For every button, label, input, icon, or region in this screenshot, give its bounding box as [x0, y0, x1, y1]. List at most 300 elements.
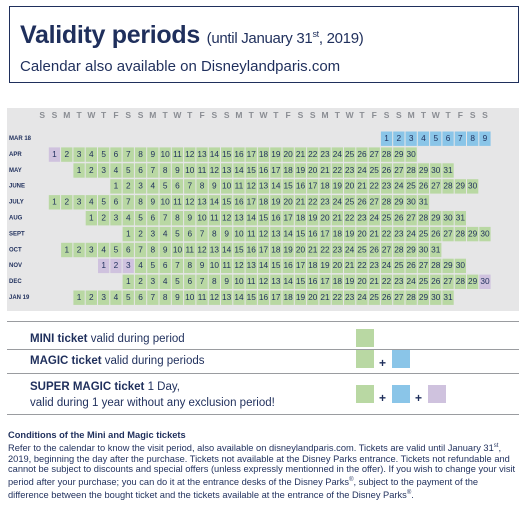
- day-number: 4: [138, 260, 143, 271]
- day-number: 28: [431, 260, 441, 271]
- day-number: 6: [138, 164, 143, 175]
- day-header: W: [259, 110, 268, 120]
- day-number: 29: [468, 228, 478, 239]
- day-header: T: [187, 110, 193, 120]
- day-number: 16: [234, 148, 244, 159]
- day-number: 26: [431, 276, 441, 287]
- calendar-grid: [7, 108, 519, 311]
- day-header: T: [334, 110, 340, 120]
- day-number: 16: [271, 212, 281, 223]
- day-number: 3: [408, 133, 414, 143]
- day-header: S: [137, 110, 144, 120]
- day-header: S: [39, 110, 45, 120]
- day-number: 10: [234, 276, 244, 287]
- validity-until: [207, 30, 364, 47]
- day-number: 19: [332, 180, 342, 191]
- day-number: 12: [234, 260, 244, 271]
- day-number: 5: [175, 276, 180, 287]
- day-number: 1: [125, 276, 131, 287]
- day-number: 29: [431, 212, 441, 223]
- day-number: 9: [187, 212, 193, 223]
- day-number: 14: [234, 164, 244, 175]
- day-number: 6: [175, 180, 180, 191]
- page-title: [20, 21, 363, 50]
- day-number: 23: [357, 212, 367, 223]
- day-number: 1: [113, 180, 119, 191]
- day-number: 24: [406, 228, 416, 239]
- day-number: 24: [332, 196, 342, 207]
- day-number: 17: [246, 148, 256, 159]
- day-number: 22: [332, 292, 342, 302]
- day-number: 24: [406, 276, 416, 287]
- day-number: 13: [222, 292, 232, 302]
- day-number: 31: [431, 244, 441, 255]
- day-number: 15: [222, 148, 232, 159]
- day-number: 20: [308, 292, 318, 302]
- until-pre: (until January 31: [206, 30, 313, 47]
- day-number: 2: [89, 292, 94, 302]
- day-number: 1: [76, 292, 82, 302]
- month-label: JUNE: [9, 183, 26, 190]
- day-number: 5: [125, 292, 131, 302]
- day-number: 26: [357, 196, 367, 207]
- day-number: 29: [406, 244, 416, 255]
- day-header: F: [285, 110, 291, 120]
- day-number: 7: [458, 133, 463, 143]
- day-header: S: [51, 110, 58, 120]
- day-number: 27: [369, 196, 379, 207]
- month-label: AUG: [9, 215, 23, 222]
- day-number: 29: [468, 276, 478, 287]
- day-number: 7: [199, 228, 205, 239]
- day-number: 18: [332, 276, 342, 287]
- day-number: 24: [381, 260, 392, 271]
- day-header: T: [420, 110, 427, 120]
- day-number: 2: [76, 244, 82, 255]
- day-header: S: [297, 110, 304, 120]
- day-number: 22: [357, 260, 367, 271]
- day-header: S: [211, 110, 218, 120]
- day-number: 1: [384, 133, 389, 143]
- day-number: 2: [64, 148, 70, 159]
- day-number: 20: [320, 212, 330, 223]
- day-number: 29: [418, 292, 429, 302]
- day-number: 5: [138, 212, 143, 223]
- day-number: 6: [125, 244, 131, 255]
- day-number: 21: [295, 148, 306, 159]
- day-number: 12: [258, 228, 269, 239]
- day-number: 22: [308, 196, 318, 207]
- day-number: 14: [271, 180, 281, 191]
- day-number: 31: [455, 212, 465, 223]
- day-number: 26: [381, 292, 392, 302]
- day-number: 27: [394, 164, 404, 175]
- day-number: 19: [271, 148, 281, 159]
- day-number: 2: [89, 164, 94, 175]
- day-number: 22: [320, 244, 330, 255]
- day-number: 31: [418, 196, 429, 207]
- calendar-svg: [7, 108, 519, 311]
- day-number: 1: [52, 196, 57, 207]
- day-number: 19: [345, 276, 355, 287]
- conditions: [8, 430, 520, 501]
- day-number: 21: [320, 292, 330, 302]
- day-number: 13: [258, 180, 269, 191]
- day-header: M: [407, 110, 415, 120]
- month-label: OCT: [9, 247, 22, 254]
- day-header: S: [309, 110, 316, 120]
- day-number: 10: [234, 228, 244, 239]
- day-number: 3: [138, 180, 143, 191]
- day-number: 6: [187, 228, 193, 239]
- day-number: 3: [150, 228, 156, 239]
- day-number: 15: [246, 292, 256, 302]
- day-number: 18: [308, 260, 318, 271]
- day-number: 4: [89, 196, 94, 207]
- day-number: 24: [357, 292, 367, 302]
- day-header: T: [162, 110, 168, 120]
- super-swatch-mini: [356, 385, 374, 403]
- day-number: 21: [369, 228, 379, 239]
- day-number: 13: [209, 244, 219, 255]
- day-number: 27: [431, 180, 441, 191]
- day-number: 1: [125, 228, 131, 239]
- day-number: 30: [455, 260, 465, 271]
- day-header: M: [321, 110, 329, 120]
- day-number: 8: [187, 260, 193, 271]
- day-number: 4: [113, 292, 119, 302]
- day-number: 5: [113, 244, 119, 255]
- month-label: SEPT: [9, 231, 25, 238]
- day-number: 27: [443, 276, 453, 287]
- day-number: 30: [431, 164, 441, 175]
- day-number: 4: [125, 212, 131, 223]
- conditions-title: Conditions of the Mini and Magic tickets: [8, 430, 186, 440]
- legend: [7, 321, 519, 431]
- day-number: 21: [308, 244, 318, 255]
- day-number: 27: [418, 260, 429, 271]
- day-number: 21: [345, 260, 355, 271]
- title-text: Validity periods: [20, 21, 200, 49]
- day-number: 22: [381, 228, 392, 239]
- day-number: 22: [332, 164, 342, 175]
- day-number: 25: [369, 164, 379, 175]
- day-number: 18: [258, 196, 269, 207]
- day-number: 26: [357, 148, 367, 159]
- day-number: 9: [150, 148, 156, 159]
- day-number: 30: [480, 228, 490, 239]
- day-number: 13: [271, 228, 281, 239]
- month-label: JAN 19: [9, 295, 30, 301]
- day-number: 18: [258, 148, 269, 159]
- day-number: 30: [406, 148, 416, 159]
- day-number: 8: [175, 212, 180, 223]
- day-header: F: [113, 110, 119, 120]
- day-number: 16: [283, 260, 293, 271]
- day-number: 3: [113, 212, 119, 223]
- day-number: 3: [76, 196, 82, 207]
- legend-divider: [7, 414, 519, 415]
- day-number: 6: [113, 148, 119, 159]
- day-number: 20: [332, 260, 342, 271]
- day-number: 18: [320, 180, 330, 191]
- day-number: 25: [345, 196, 355, 207]
- day-header: T: [359, 110, 365, 120]
- day-header: F: [457, 110, 463, 120]
- day-number: 23: [345, 164, 355, 175]
- plus-sign: +: [415, 391, 423, 405]
- day-header: W: [173, 110, 182, 120]
- day-header: F: [199, 110, 205, 120]
- day-number: 15: [246, 164, 256, 175]
- day-number: 27: [394, 292, 404, 302]
- day-number: 11: [246, 228, 256, 239]
- day-number: 10: [185, 164, 195, 175]
- mini-ticket-desc: valid during period: [87, 333, 185, 345]
- day-number: 1: [76, 164, 82, 175]
- day-number: 9: [175, 164, 180, 175]
- day-number: 7: [125, 148, 131, 159]
- day-number: 9: [212, 180, 217, 191]
- day-header: W: [345, 110, 354, 120]
- day-number: 4: [113, 164, 119, 175]
- day-number: 3: [101, 292, 106, 302]
- month-label: MAY: [9, 167, 22, 174]
- day-number: 15: [295, 228, 306, 239]
- day-number: 9: [482, 133, 488, 143]
- day-number: 3: [101, 164, 106, 175]
- legend-divider: [7, 373, 519, 374]
- day-number: 13: [222, 164, 232, 175]
- day-number: 12: [246, 180, 256, 191]
- day-number: 24: [357, 164, 367, 175]
- day-number: 8: [162, 292, 168, 302]
- day-number: 20: [295, 244, 306, 255]
- day-number: 5: [150, 260, 156, 271]
- day-number: 30: [480, 276, 490, 287]
- magic-ticket-name: MAGIC ticket: [30, 355, 102, 367]
- day-number: 20: [345, 180, 355, 191]
- day-header: S: [469, 110, 476, 120]
- day-number: 26: [418, 180, 429, 191]
- day-number: 18: [271, 244, 281, 255]
- day-number: 10: [160, 148, 170, 159]
- day-number: 11: [173, 196, 182, 207]
- day-number: 15: [295, 276, 306, 287]
- day-number: 23: [332, 244, 342, 255]
- conditions-part: Refer to the calendar to know the visit period, also available on disneylandparis.com. Tickets are valid until January 31: [8, 442, 494, 453]
- day-header: M: [149, 110, 157, 120]
- day-number: 29: [418, 164, 429, 175]
- day-number: 21: [332, 212, 342, 223]
- day-number: 12: [222, 212, 232, 223]
- day-number: 14: [234, 292, 244, 302]
- day-number: 20: [308, 164, 318, 175]
- day-number: 10: [222, 180, 232, 191]
- day-number: 2: [101, 212, 106, 223]
- day-number: 7: [150, 292, 156, 302]
- magic-ticket-label: [30, 355, 205, 367]
- day-number: 28: [418, 212, 429, 223]
- day-number: 31: [443, 292, 453, 302]
- day-number: 11: [173, 148, 182, 159]
- day-number: 26: [431, 228, 441, 239]
- super-magic-ticket-desc: 1 Day,: [144, 381, 180, 393]
- day-number: 3: [150, 276, 156, 287]
- day-number: 15: [283, 180, 293, 191]
- day-number: 29: [455, 180, 465, 191]
- day-header: T: [445, 110, 451, 120]
- day-number: 20: [357, 276, 367, 287]
- day-number: 12: [209, 292, 219, 302]
- day-number: 18: [283, 292, 293, 302]
- day-number: 30: [443, 212, 453, 223]
- day-number: 3: [89, 244, 94, 255]
- day-number: 5: [162, 180, 168, 191]
- day-number: 8: [150, 244, 156, 255]
- day-number: 17: [308, 180, 318, 191]
- conditions-sup: ®: [349, 477, 354, 484]
- subtitle: Calendar also available on Disneylandparis.com: [20, 58, 341, 75]
- day-number: 8: [138, 196, 143, 207]
- day-number: 6: [150, 212, 156, 223]
- conditions-part: , subject to the payment of the difference between the bought ticket and the tickets available at the entrance of the Disney Parks: [8, 477, 479, 501]
- day-number: 25: [357, 244, 367, 255]
- day-number: 4: [101, 244, 106, 255]
- day-number: 5: [175, 228, 180, 239]
- day-number: 28: [443, 180, 453, 191]
- day-number: 5: [101, 196, 106, 207]
- day-number: 1: [52, 148, 57, 159]
- day-number: 5: [101, 148, 106, 159]
- day-number: 2: [396, 133, 402, 143]
- day-number: 29: [394, 196, 404, 207]
- mini-swatch: [356, 329, 374, 347]
- month-label: NOV: [9, 263, 23, 270]
- day-header: T: [248, 110, 254, 120]
- day-number: 23: [345, 292, 355, 302]
- day-number: 22: [381, 276, 392, 287]
- day-number: 6: [138, 292, 143, 302]
- day-number: 24: [345, 244, 355, 255]
- day-header: M: [63, 110, 71, 120]
- day-number: 20: [283, 196, 293, 207]
- day-number: 21: [320, 164, 330, 175]
- day-number: 12: [185, 148, 195, 159]
- day-number: 23: [394, 228, 404, 239]
- conditions-text: [8, 441, 520, 501]
- day-number: 20: [283, 148, 293, 159]
- day-number: 7: [162, 212, 168, 223]
- day-number: 31: [443, 164, 453, 175]
- day-number: 20: [357, 228, 367, 239]
- day-number: 17: [271, 292, 281, 302]
- day-number: 24: [332, 148, 342, 159]
- conditions-sup: st: [493, 442, 499, 449]
- day-number: 16: [246, 244, 256, 255]
- day-number: 2: [64, 196, 70, 207]
- day-number: 26: [369, 244, 379, 255]
- day-number: 6: [187, 276, 193, 287]
- day-number: 11: [234, 180, 244, 191]
- day-number: 8: [138, 148, 143, 159]
- day-number: 15: [234, 244, 244, 255]
- day-header: T: [273, 110, 279, 120]
- day-number: 28: [394, 244, 404, 255]
- legend-divider: [7, 321, 519, 322]
- day-number: 16: [234, 196, 244, 207]
- day-number: 2: [138, 276, 143, 287]
- day-number: 14: [222, 244, 232, 255]
- day-number: 10: [185, 292, 195, 302]
- day-number: 1: [89, 212, 94, 223]
- day-number: 2: [138, 228, 143, 239]
- day-number: 25: [369, 292, 379, 302]
- day-number: 11: [197, 292, 207, 302]
- day-number: 4: [89, 148, 94, 159]
- day-number: 7: [175, 260, 180, 271]
- day-number: 12: [258, 276, 269, 287]
- day-number: 19: [271, 196, 281, 207]
- mini-ticket-name: MINI ticket: [30, 333, 88, 345]
- day-header: T: [101, 110, 107, 120]
- month-label: MAR 18: [9, 136, 32, 142]
- day-number: 5: [125, 164, 131, 175]
- day-number: 23: [394, 276, 404, 287]
- day-number: 21: [369, 276, 379, 287]
- day-number: 16: [308, 276, 318, 287]
- day-number: 11: [185, 244, 195, 255]
- day-number: 23: [320, 148, 330, 159]
- day-number: 30: [418, 244, 429, 255]
- day-number: 17: [320, 228, 330, 239]
- day-number: 3: [125, 260, 131, 271]
- month-label: APR: [9, 151, 22, 158]
- day-number: 19: [295, 164, 306, 175]
- day-number: 24: [394, 180, 404, 191]
- day-number: 1: [101, 260, 106, 271]
- day-number: 7: [150, 164, 156, 175]
- day-number: 19: [283, 244, 293, 255]
- day-number: 28: [381, 148, 392, 159]
- day-number: 17: [246, 196, 256, 207]
- day-number: 4: [162, 276, 168, 287]
- day-number: 16: [308, 228, 318, 239]
- day-number: 28: [406, 164, 416, 175]
- day-number: 11: [246, 276, 256, 287]
- day-number: 18: [283, 164, 293, 175]
- day-number: 8: [212, 228, 217, 239]
- day-number: 24: [369, 212, 379, 223]
- until-sup: st: [312, 29, 319, 39]
- super-magic-ticket-desc2: valid during 1 year without any exclusion period!: [30, 397, 275, 409]
- magic-swatch-mini: [356, 350, 374, 368]
- day-number: 22: [308, 148, 318, 159]
- day-number: 14: [209, 148, 219, 159]
- conditions-part: , 2019, beginning the day after the purchase. Tickets not available at the Disney Parks entrance. Tickets not refundable and cannot be subject to discounts and special offers (unless expressly mentionned in the offer). If you wish to change your visit period after your purchase; you can do it at the entrance desks of the Disney Parks: [8, 442, 516, 488]
- day-number: 27: [406, 212, 416, 223]
- day-number: 14: [258, 260, 269, 271]
- day-number: 27: [369, 148, 379, 159]
- day-number: 22: [345, 212, 355, 223]
- day-number: 12: [197, 244, 207, 255]
- day-number: 8: [470, 133, 475, 143]
- day-number: 19: [295, 292, 306, 302]
- day-number: 12: [185, 196, 195, 207]
- day-number: 1: [64, 244, 70, 255]
- day-number: 16: [258, 292, 269, 302]
- day-header: T: [76, 110, 82, 120]
